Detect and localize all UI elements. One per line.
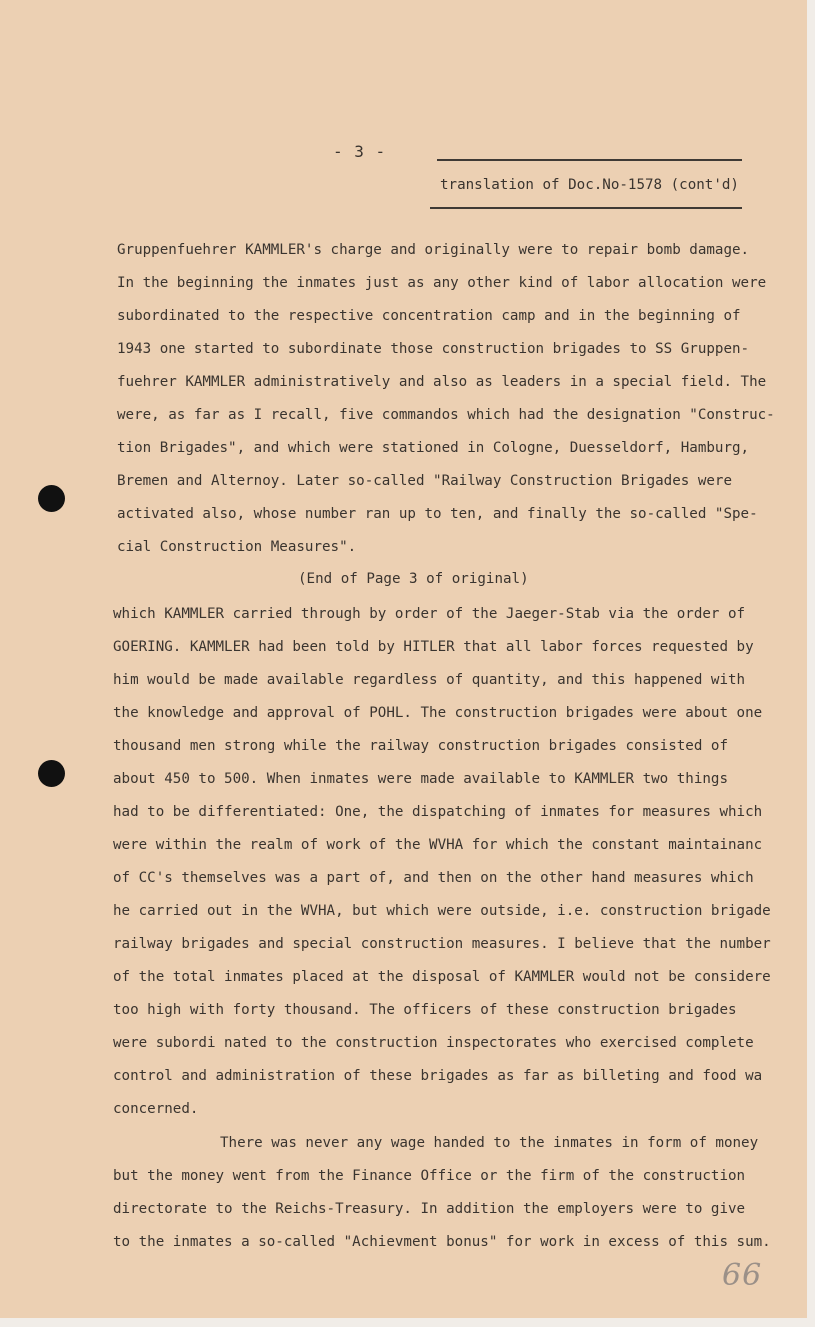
page-number: - 3 - bbox=[333, 142, 387, 161]
text-line: of CC's themselves was a part of, and then on the other hand measures which bbox=[113, 870, 754, 886]
text-line: which KAMMLER carried through by order of the Jaeger-Stab via the order of bbox=[113, 606, 746, 622]
text-line: had to be differentiated: One, the dispatching of inmates for measures which bbox=[113, 804, 763, 820]
scan-margin-bottom bbox=[0, 1318, 815, 1327]
text-line: of the total inmates placed at the disposal of KAMMLER would not be considere bbox=[113, 969, 771, 985]
text-line: the knowledge and approval of POHL. The construction brigades were about one bbox=[113, 705, 763, 721]
text-line: thousand men strong while the railway construction brigades consisted of bbox=[113, 738, 728, 754]
text-line: cial Construction Measures". bbox=[117, 539, 357, 555]
text-line: fuehrer KAMMLER administratively and also as leaders in a special field. The bbox=[117, 374, 767, 390]
text-line: were subordi nated to the construction inspectorates who exercised complete bbox=[113, 1035, 754, 1051]
text-line: control and administration of these brigades as far as billeting and food wa bbox=[113, 1068, 763, 1084]
text-line: to the inmates a so-called "Achievment bonus" for work in excess of this sum. bbox=[113, 1234, 771, 1250]
text-line: Bremen and Alternoy. Later so-called "Railway Construction Brigades were bbox=[117, 473, 732, 489]
end-of-page-marker: (End of Page 3 of original) bbox=[298, 571, 529, 587]
text-line: directorate to the Reichs-Treasury. In addition the employers were to give bbox=[113, 1201, 746, 1217]
text-line: were within the realm of work of the WVHA for which the constant maintainanc bbox=[113, 837, 763, 853]
text-line: activated also, whose number ran up to ten, and finally the so-called "Spe- bbox=[117, 506, 758, 522]
text-line: GOERING. KAMMLER had been told by HITLER that all labor forces requested by bbox=[113, 639, 754, 655]
text-line: but the money went from the Finance Office or the firm of the construction bbox=[113, 1168, 746, 1184]
handwritten-page-number: 66 bbox=[722, 1258, 763, 1293]
text-line: about 450 to 500. When inmates were made available to KAMMLER two things bbox=[113, 771, 728, 787]
text-line: railway brigades and special construction measures. I believe that the number bbox=[113, 936, 771, 952]
text-line: 1943 one started to subordinate those construction brigades to SS Gruppen- bbox=[117, 341, 750, 357]
translation-reference: translation of Doc.No-1578 (cont'd) bbox=[440, 177, 739, 193]
punch-hole-lower bbox=[38, 760, 65, 787]
text-line: subordinated to the respective concentration camp and in the beginning of bbox=[117, 308, 741, 324]
text-line: In the beginning the inmates just as any other kind of labor allocation were bbox=[117, 275, 767, 291]
text-line: too high with forty thousand. The officers of these construction brigades bbox=[113, 1002, 737, 1018]
header-rule-top bbox=[437, 159, 742, 161]
text-line: concerned. bbox=[113, 1101, 199, 1117]
header-rule-bottom bbox=[430, 207, 742, 209]
text-line: There was never any wage handed to the inmates in form of money bbox=[220, 1135, 759, 1151]
scan-margin-right bbox=[807, 0, 815, 1327]
text-line: tion Brigades", and which were stationed in Cologne, Duesseldorf, Hamburg, bbox=[117, 440, 750, 456]
text-line: him would be made available regardless of quantity, and this happened with bbox=[113, 672, 746, 688]
text-line: he carried out in the WVHA, but which were outside, i.e. construction brigade bbox=[113, 903, 771, 919]
text-line: were, as far as I recall, five commandos which had the designation "Construc- bbox=[117, 407, 775, 423]
punch-hole-upper bbox=[38, 485, 65, 512]
text-line: Gruppenfuehrer KAMMLER's charge and originally were to repair bomb damage. bbox=[117, 242, 750, 258]
